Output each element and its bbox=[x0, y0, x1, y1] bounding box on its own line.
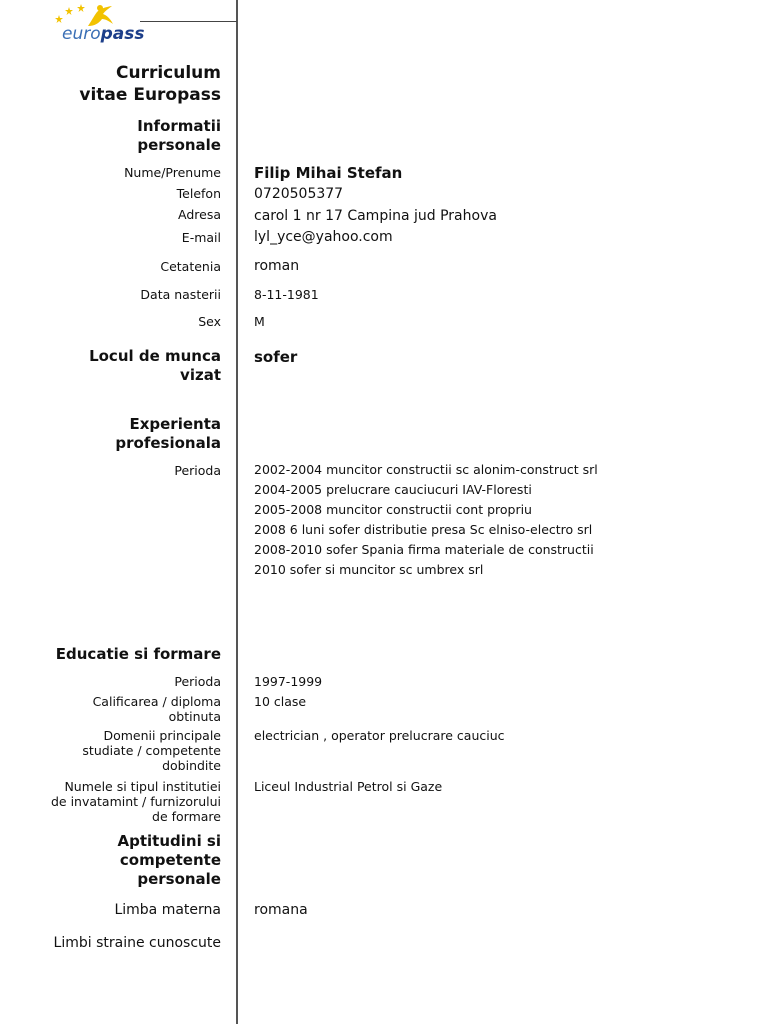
section-heading-experience: Experienta profesionala bbox=[115, 415, 221, 452]
section-heading-job-target: Locul de munca vizat bbox=[89, 347, 221, 384]
experience-item: 2008 6 luni sofer distributie presa Sc elniso-electro srl bbox=[254, 522, 593, 537]
experience-item: 2010 sofer si muncitor sc umbrex srl bbox=[254, 562, 484, 577]
label-education-period: Perioda bbox=[174, 674, 221, 689]
section-heading-personal: Informatii personale bbox=[137, 117, 221, 154]
value-phone: 0720505377 bbox=[254, 186, 344, 202]
label-phone: Telefon bbox=[176, 186, 221, 201]
label-institution: Numele si tipul institutiei de invatamint / furnizorului de formare bbox=[50, 779, 221, 824]
label-sex: Sex bbox=[198, 314, 221, 329]
value-citizenship: roman bbox=[254, 258, 300, 274]
value-name: Filip Mihai Stefan bbox=[254, 164, 403, 182]
value-qualification: 10 clase bbox=[254, 694, 307, 709]
label-address: Adresa bbox=[178, 207, 221, 222]
europass-wordmark: europass bbox=[62, 24, 145, 44]
label-experience-period: Perioda bbox=[174, 463, 221, 478]
value-address: carol 1 nr 17 Campina jud Prahova bbox=[254, 208, 497, 224]
label-qualification: Calificarea / diploma obtinuta bbox=[92, 694, 221, 724]
value-job-target: sofer bbox=[254, 348, 298, 366]
label-email: E-mail bbox=[181, 230, 221, 245]
experience-item: 2002-2004 muncitor constructii sc alonim-construct srl bbox=[254, 462, 598, 477]
value-birthdate: 8-11-1981 bbox=[254, 287, 319, 302]
cv-title: Curriculum vitae Europass bbox=[79, 63, 221, 105]
value-institution: Liceul Industrial Petrol si Gaze bbox=[254, 779, 443, 794]
value-email: lyl_yce@yahoo.com bbox=[254, 229, 393, 245]
value-domains: electrician , operator prelucrare cauciuc bbox=[254, 728, 505, 743]
value-sex: M bbox=[254, 314, 265, 329]
label-citizenship: Cetatenia bbox=[160, 259, 221, 274]
experience-item: 2008-2010 sofer Spania firma materiale de constructii bbox=[254, 542, 594, 557]
header-rule bbox=[140, 21, 237, 22]
section-heading-skills: Aptitudini si competente personale bbox=[117, 832, 221, 888]
experience-list bbox=[254, 462, 598, 582]
label-mother-tongue: Limba materna bbox=[114, 902, 221, 918]
label-domains: Domenii principale studiate / competente dobindite bbox=[82, 728, 221, 773]
experience-item: 2005-2008 muncitor constructii cont propriu bbox=[254, 502, 532, 517]
experience-item: 2004-2005 prelucrare cauciucuri IAV-Floresti bbox=[254, 482, 532, 497]
label-birthdate: Data nasterii bbox=[140, 287, 221, 302]
section-heading-education: Educatie si formare bbox=[55, 645, 221, 663]
column-divider-lower bbox=[236, 0, 238, 1024]
label-name: Nume/Prenume bbox=[124, 165, 221, 180]
value-education-period: 1997-1999 bbox=[254, 674, 323, 689]
value-mother-tongue: romana bbox=[254, 902, 308, 918]
label-foreign-languages: Limbi straine cunoscute bbox=[53, 935, 221, 951]
